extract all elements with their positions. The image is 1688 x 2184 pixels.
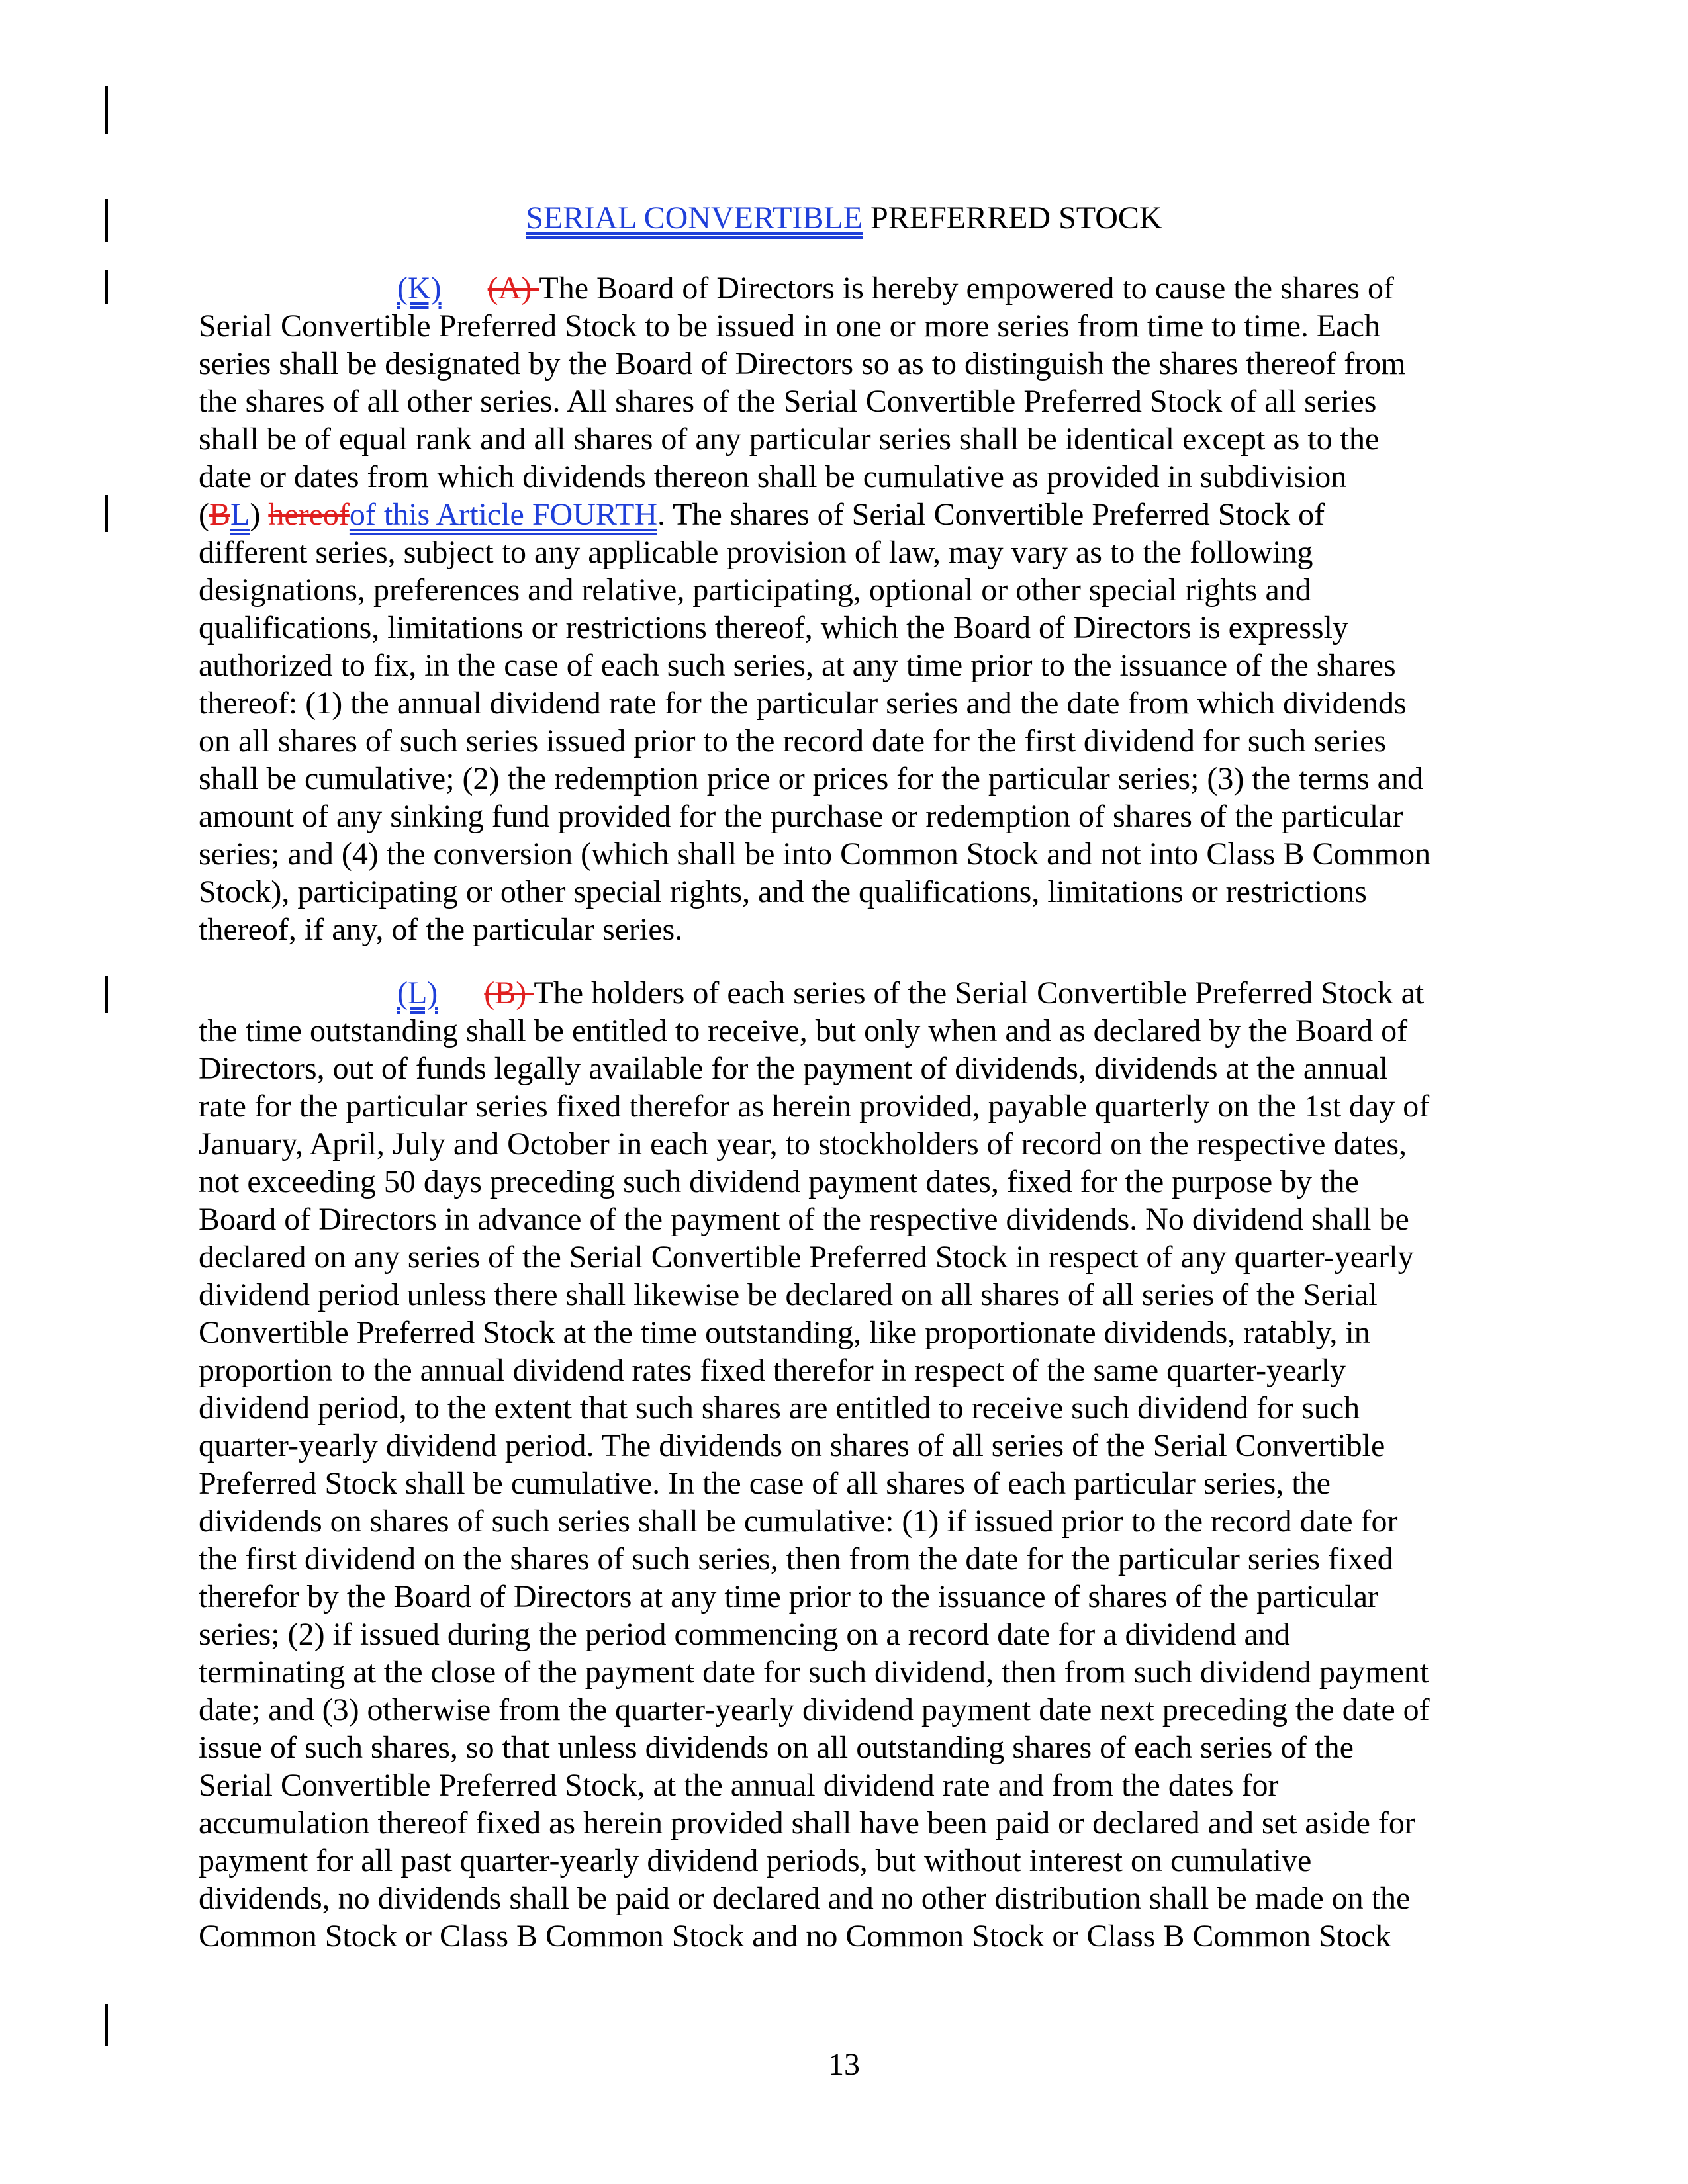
paragraph-line: dividends, no dividends shall be paid or declared and no other distribution shall be made on the [199, 1881, 1411, 1916]
paragraph-line: payment for all past quarter-yearly dividend periods, but without interest on cumulative [199, 1843, 1312, 1878]
paragraph-k [199, 269, 1496, 948]
paragraph-line: date or dates from which dividends thereon shall be cumulative as provided in subdivision [199, 459, 1347, 494]
paragraph-line: dividend period unless there shall likewise be declared on all shares of all series of the Serial [199, 1277, 1378, 1312]
change-bar [105, 495, 108, 532]
heading-inserted-text: SERIAL CONVERTIBLE [526, 201, 863, 236]
ref-paren-open: ( [199, 497, 209, 532]
page-number: 13 [828, 2047, 860, 2082]
paragraph-line: series; and (4) the conversion (which shall be into Common Stock and not into Class B Common [199, 837, 1431, 872]
paragraph-line: The Board of Directors is hereby empowered to cause the shares of [539, 271, 1394, 306]
paragraph-line: not exceeding 50 days preceding such dividend payment dates, fixed for the purpose by the [199, 1164, 1359, 1199]
paragraph-line: designations, preferences and relative, participating, optional or other special rights and [199, 572, 1311, 608]
paragraph-line: amount of any sinking fund provided for the purchase or redemption of shares of the particular [199, 799, 1403, 834]
paragraph-line: proportion to the annual dividend rates fixed therefor in respect of the same quarter-yearly [199, 1353, 1346, 1388]
change-bar [105, 86, 108, 134]
paragraph-number-deleted: (B) [484, 976, 534, 1011]
paragraph-line: the shares of all other series. All shares of the Serial Convertible Preferred Stock of all series [199, 384, 1377, 419]
paragraph-line: issue of such shares, so that unless dividends on all outstanding shares of each series of the [199, 1730, 1354, 1765]
paragraph-line: terminating at the close of the payment date for such dividend, then from such dividend payment [199, 1655, 1429, 1690]
paragraph-number-deleted: (A) [487, 271, 539, 306]
paragraph-line: shall be of equal rank and all shares of any particular series shall be identical except as to the [199, 422, 1380, 457]
paragraph-line: date; and (3) otherwise from the quarter-yearly dividend payment date next preceding the date of [199, 1692, 1430, 1727]
paragraph-line: authorized to fix, in the case of each such series, at any time prior to the issuance of the shares [199, 648, 1396, 683]
paragraph-line: Preferred Stock shall be cumulative. In the case of all shares of each particular series, the [199, 1466, 1331, 1501]
paragraph-line: thereof: (1) the annual dividend rate for the particular series and the date from which dividends [199, 686, 1407, 721]
paragraph-line-tail: . The shares of Serial Convertible Preferred Stock of [657, 497, 1325, 532]
paragraph-number-inserted: (K) [397, 271, 442, 306]
section-heading [0, 199, 1688, 238]
paragraph-line: Serial Convertible Preferred Stock, at the annual dividend rate and from the dates for [199, 1768, 1279, 1803]
paragraph-line: declared on any series of the Serial Convertible Preferred Stock in respect of any quarter-yearly [199, 1240, 1414, 1275]
paragraph-line: Common Stock or Class B Common Stock and no Common Stock or Class B Common Stock [199, 1919, 1391, 1954]
paragraph-first-line [199, 974, 1496, 1012]
cross-reference-line [199, 496, 1496, 533]
paragraph-line: Board of Directors in advance of the payment of the respective dividends. No dividend shall be [199, 1202, 1409, 1237]
paragraph-line: Stock), participating or other special rights, and the qualifications, limitations or restrictions [199, 874, 1367, 909]
ref-paren-close: ) [250, 497, 269, 532]
change-bar [105, 976, 108, 1013]
paragraph-line: quarter-yearly dividend period. The dividends on shares of all series of the Serial Convertible [199, 1428, 1385, 1463]
paragraph-first-line [199, 269, 1496, 307]
paragraph-number-inserted: (L) [397, 976, 438, 1011]
ref-deleted: B [209, 497, 230, 532]
heading-text: PREFERRED STOCK [863, 201, 1162, 236]
paragraph-line: January, April, July and October in each year, to stockholders of record on the respective dates, [199, 1126, 1407, 1161]
paragraph-line: The holders of each series of the Serial Convertible Preferred Stock at [534, 976, 1425, 1011]
paragraph-line: series shall be designated by the Board of Directors so as to distinguish the shares thereof from [199, 346, 1406, 381]
paragraph-line: on all shares of such series issued prior to the record date for the first dividend for such series [199, 723, 1387, 758]
ref-inserted: L [230, 497, 250, 532]
paragraph-line: accumulation thereof fixed as herein provided shall have been paid or declared and set aside for [199, 1805, 1415, 1841]
paragraph-l [199, 974, 1496, 1955]
paragraph-line: different series, subject to any applicable provision of law, may vary as to the following [199, 535, 1313, 570]
paragraph-line: shall be cumulative; (2) the redemption price or prices for the particular series; (3) the terms and [199, 761, 1423, 796]
paragraph-line: the first dividend on the shares of such series, then from the date for the particular series fixed [199, 1541, 1393, 1576]
paragraph-line: series; (2) if issued during the period commencing on a record date for a dividend and [199, 1617, 1290, 1652]
hereof-deleted: hereof [268, 497, 350, 532]
paragraph-line: thereof, if any, of the particular series. [199, 912, 683, 947]
paragraph-line: Serial Convertible Preferred Stock to be issued in one or more series from time to time. Each [199, 308, 1380, 343]
paragraph-line: qualifications, limitations or restrictions thereof, which the Board of Directors is expressly [199, 610, 1348, 645]
change-bar [105, 2004, 108, 2046]
paragraph-line: rate for the particular series fixed therefor as herein provided, payable quarterly on the 1st day of [199, 1089, 1430, 1124]
paragraph-line: the time outstanding shall be entitled to receive, but only when and as declared by the Board of [199, 1013, 1408, 1048]
paragraph-line: dividend period, to the extent that such shares are entitled to receive such dividend for such [199, 1390, 1360, 1426]
paragraph-line: Directors, out of funds legally available for the payment of dividends, dividends at the annual [199, 1051, 1388, 1086]
paragraph-line: Convertible Preferred Stock at the time outstanding, like proportionate dividends, ratably, in [199, 1315, 1370, 1350]
paragraph-line: therefor by the Board of Directors at any time prior to the issuance of shares of the particular [199, 1579, 1379, 1614]
article-reference-inserted: of this Article FOURTH [349, 497, 657, 532]
paragraph-line: dividends on shares of such series shall be cumulative: (1) if issued prior to the record date for [199, 1504, 1398, 1539]
change-bar [105, 270, 108, 304]
